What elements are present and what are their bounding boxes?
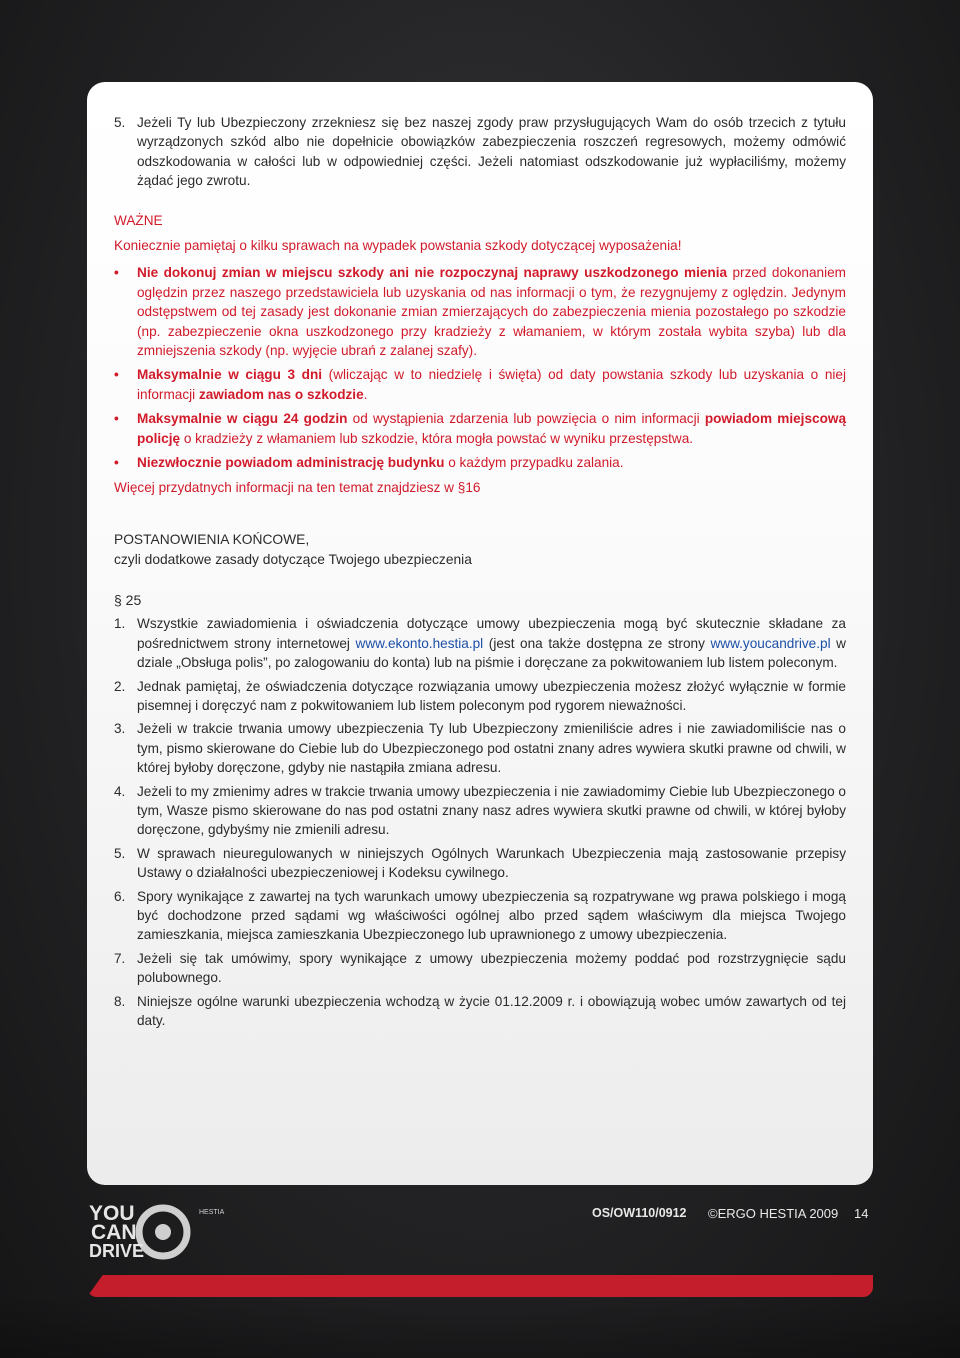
final-provisions-heading xyxy=(114,530,846,570)
numbered-item xyxy=(114,614,846,672)
bullet-item xyxy=(114,409,846,448)
item-number: 5. xyxy=(114,845,126,861)
logo-you: YOU xyxy=(89,1202,135,1225)
important-bullets xyxy=(114,263,846,472)
item-5 xyxy=(114,113,846,191)
bullet-rest-2: . xyxy=(363,386,368,402)
item-number: 1. xyxy=(114,616,126,632)
numbered-item xyxy=(114,719,846,777)
numbered-item xyxy=(114,887,846,945)
bullet-rest: od wystąpienia zdarzenia lub powzięcia o nim informacji xyxy=(347,411,705,427)
logo-can: CAN xyxy=(91,1221,137,1244)
ekonto-link[interactable]: www.ekonto.hestia.pl xyxy=(355,635,484,651)
item-text: Jeżeli Ty lub Ubezpieczony zrzekniesz się bez naszej zgody praw przysługujących Wam do osób trzecich z tytułu wyrządzonych szkód albo nie dopełnicie obowiązków zabezpieczenia roszczeń regresowych, możemy odmówić odszkodowania w całości lub w odpowiedniej części. Jeżeli natomiast odszkodowanie już wypłaciliśmy, możemy żądać jego zwrotu. xyxy=(137,115,846,189)
item-number: 7. xyxy=(114,950,126,966)
item-text: Jednak pamiętaj, że oświadczenia dotyczące rozwiązania umowy ubezpieczenia możesz złożyć wyłącznie w formie pisemnej i doręczyć nam z pokwitowaniem lub listem poleconym pod rygorem nieważności. xyxy=(137,678,846,713)
important-heading: WAŻNE xyxy=(114,212,163,228)
bullet-item xyxy=(114,453,846,472)
numbered-item xyxy=(114,844,846,883)
page-number: 14 xyxy=(854,1206,869,1221)
bullet-item xyxy=(114,263,846,360)
item-number: 8. xyxy=(114,993,126,1009)
important-intro: Koniecznie pamiętaj o kilku sprawach na wypadek powstania szkody dotyczącej wyposażenia! xyxy=(114,238,682,254)
item-text: Jeżeli to my zmienimy adres w trakcie trwania umowy ubezpieczenia i nie zawiadomimy Ciebie lub Ubezpieczonego o tym, Wasze pismo skierowane do nas pod ostatni znany nasz adres wywiera skutki prawne od chwili, w której byłoby doręczone, gdybyśmy nie zmienili adresu. xyxy=(137,783,846,838)
bullet-lead: Maksymalnie w ciągu 3 dni xyxy=(137,367,323,383)
item-text: Niniejsze ogólne warunki ubezpieczenia wchodzą w życie 01.12.2009 r. i obowiązują wobec umów zawartych od tej daty. xyxy=(137,993,846,1029)
bullet-lead-2: powiadom miejscową policję xyxy=(137,411,847,446)
bottom-shade xyxy=(0,1295,960,1358)
numbered-item xyxy=(114,949,846,988)
item-text: Jeżeli się tak umówimy, spory wynikające z umowy ubezpieczenia możemy poddać pod rozstrzygnięcie sądu polubownego. xyxy=(137,950,846,986)
item-number: 3. xyxy=(114,721,126,737)
bullet-rest: o każdym przypadku zalania. xyxy=(444,455,624,471)
youcandrive-link[interactable]: www.youcandrive.pl xyxy=(710,635,831,651)
final-title: POSTANOWIENIA KOŃCOWE, xyxy=(114,531,310,547)
item-number: 2. xyxy=(114,678,126,694)
red-accent-bar xyxy=(87,1275,873,1297)
item-number: 4. xyxy=(114,783,126,799)
item-number: 5. xyxy=(114,115,126,130)
numbered-item xyxy=(114,782,846,840)
bullet-lead: Maksymalnie w ciągu 24 godzin xyxy=(137,411,348,427)
item-number: 6. xyxy=(114,888,126,904)
item-text: Jeżeli w trakcie trwania umowy ubezpieczenia Ty lub Ubezpieczony zmieniliście adres i nie zawiadomiliście nas o tym, pismo skierowane do Ciebie lub do Ubezpieczonego pod ostatni znany adres wywiera skutki prawne od chwili, w której byłoby doręczone, gdyby nie nastąpiła zmiana adresu. xyxy=(137,721,846,776)
bullet-rest: (wliczając w to niedzielę i święta) od daty powstania szkody lub uzyskania o niej informacji xyxy=(137,367,846,402)
item-text: Wszystkie zawiadomienia i oświadczenia dotyczące umowy ubezpieczenia mogą być skutecznie składane za pośrednictwem strony internetowej xyxy=(137,616,846,651)
document-code: OS/OW110/0912 xyxy=(592,1206,687,1220)
youcandrive-logo xyxy=(89,1200,239,1260)
copyright: ©ERGO HESTIA 2009 xyxy=(708,1206,839,1221)
item-text: Spory wynikające z zawartej na tych warunkach umowy ubezpieczenia są rozpatrywane wg prawa polskiego i mogą być dochodzone przed sądami wg właściwości ogólnej albo przed sądem właściwym dla miejsca Twojego zamieszkania, miejsca zamieszkania Ubezpieczonego lub uprawnionego z umowy ubezpieczenia. xyxy=(137,888,846,943)
item-text: (jest ona także dostępna ze strony xyxy=(483,635,711,651)
logo-brand: HESTIA xyxy=(199,1209,225,1216)
numbered-list xyxy=(114,614,846,1030)
paragraph-sign: § 25 xyxy=(114,591,142,608)
content-panel xyxy=(87,82,873,1185)
bullet-lead: Niezwłocznie powiadom administrację budynku xyxy=(137,455,445,471)
bullet-icon: • xyxy=(114,265,119,281)
logo-drive: DRIVE xyxy=(89,1241,145,1260)
logo-graphic xyxy=(89,1200,239,1260)
final-subtitle: czyli dodatkowe zasady dotyczące Twojego ubezpieczenia xyxy=(114,551,472,567)
item-text: w dziale „Obsługa polis”, po zalogowaniu do konta) lub na piśmie i doręczane za pokwitowaniem lub listem poleconym. xyxy=(137,635,846,671)
bullet-icon: • xyxy=(114,411,119,427)
bullet-lead: Nie dokonuj zmian w miejscu szkody ani nie rozpoczynaj naprawy uszkodzonego mienia xyxy=(137,265,728,281)
bullet-icon: • xyxy=(114,367,119,383)
numbered-item xyxy=(114,992,846,1031)
item-text: W sprawach nieuregulowanych w niniejszych Ogólnych Warunkach Ubezpieczenia mają zastosowanie przepisy Ustawy o działalności ubezpieczeniowej i Kodeksu cywilnego. xyxy=(137,845,846,881)
bullet-rest: przed dokonaniem oględzin przez naszego przedstawiciela lub uzyskania od nas informacji o tym, że rezygnujemy z oględzin. Jedynym odstępstwem od tej zasady jest dokonanie zmian zmierzających do zabezpieczenia mienia pozostałego po szkodzie (np. zabezpieczenie okna uszkodzonego przy kradzieży z włamaniem, w którym została wybita szyba) lub dla zmniejszenia szkody (np. wyjęcie ubrań z zalanej szafy). xyxy=(137,265,846,359)
bullet-item xyxy=(114,365,846,404)
bullet-lead-2: zawiadom nas o szkodzie xyxy=(198,386,364,402)
more-info-text: Więcej przydatnych informacji na ten temat znajdziesz w §16 xyxy=(114,479,481,495)
bullet-icon: • xyxy=(114,455,119,471)
numbered-item xyxy=(114,677,846,716)
bullet-rest-2: o kradzieży z włamaniem lub szkodzie, która mogła powstać w wyniku przestępstwa. xyxy=(180,430,694,446)
